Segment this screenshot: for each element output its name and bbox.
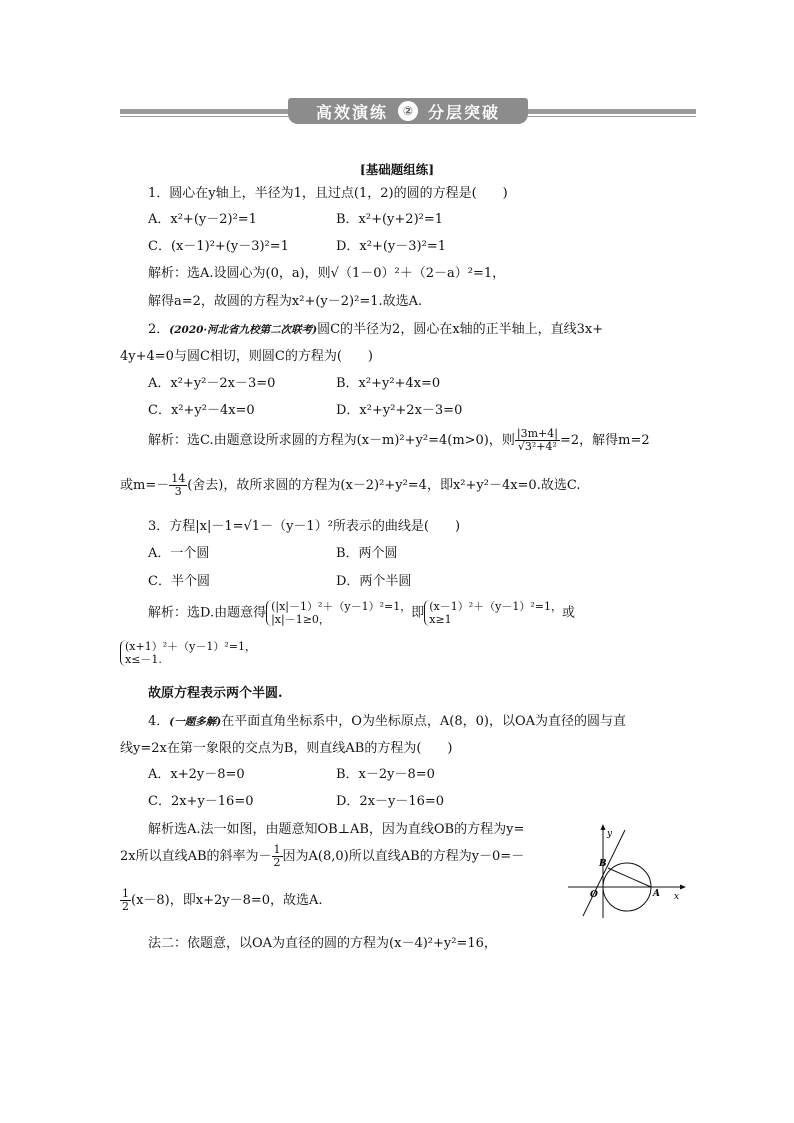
q3-mid: 即 (411, 605, 425, 621)
q3-system-3 (120, 640, 256, 666)
q3-system-2 (424, 600, 562, 626)
q4-sol2-frac-num: 1 (273, 843, 281, 856)
q4-option-b: B．x－2y－8=0 (336, 767, 435, 782)
banner-box (288, 98, 528, 124)
banner-emblem-icon: ② (398, 101, 418, 121)
q2-sol1-frac-num: |3m+4| (516, 427, 558, 440)
q4-option-a: A．x+2y－8=0 (148, 767, 245, 782)
q1-solution-line2: 解得a=2，故圆的方程为x²+(y－2)²=1.故选A. (148, 294, 423, 309)
figure-label-a: A (653, 889, 660, 899)
q1-option-c: C．(x－1)²+(y－3)²=1 (148, 239, 289, 254)
q2-solution-line2 (120, 473, 580, 498)
q1-stem: 1．圆心在y轴上，半径为1，且过点(1，2)的圆的方程是( ) (148, 186, 508, 201)
q4-sol2-post: 因为A(8,0)所以直线AB的方程为y－0=－ (282, 849, 525, 864)
q4-option-c: C．2x+y－16=0 (148, 794, 254, 809)
q2-sol2-frac-num: 14 (171, 472, 186, 485)
q4-stem: 4．(一题多解)在平面直角坐标系中，O为坐标原点，A(8，0)，以OA为直径的圆与直 (148, 714, 626, 729)
q3-sol-pre: 解析：选D.由题意得 (148, 605, 267, 621)
section-title: [基础题组练] (359, 162, 435, 177)
q2-sol2-pre: 或m=－ (120, 478, 170, 493)
q2-solution-line1 (148, 428, 650, 453)
banner-right-text: 分层突破 (428, 102, 501, 122)
q2-source: (2020·河北省九校第二次联考) (169, 324, 318, 336)
q4-figure (568, 820, 688, 920)
section-banner (120, 98, 696, 124)
q4-solution-line2 (120, 844, 524, 869)
q3-solution-line1 (148, 600, 575, 626)
q2-stem-text: 圆C的半径为2，圆心在x轴的正半轴上，直线3x+ (317, 322, 604, 337)
q4-sol2-pre: 2x所以直线AB的斜率为－ (120, 849, 272, 864)
q3-option-d: D．两个半圆 (336, 574, 412, 589)
q2-option-d: D．x²+y²+2x－3=0 (336, 403, 463, 418)
q2-sol1-fraction (515, 428, 560, 453)
q3-sys3-eq1: (x+1）²＋（y－1）²=1， (125, 640, 256, 653)
q2-option-c: C．x²+y²－4x=0 (148, 403, 255, 418)
q3-sys2-eq2: x≥1 (429, 613, 452, 626)
q2-sol1-post: =2，解得m=2 (559, 433, 650, 448)
q2-option-b: B．x²+y²+4x=0 (336, 376, 441, 391)
q2-stem-line2: 4y+4=0与圆C相切，则圆C的方程为( ) (120, 349, 373, 364)
q4-sol3-frac-den: 2 (122, 900, 129, 913)
q2-option-a: A．x²+y²－2x－3=0 (148, 376, 276, 391)
q3-conclusion: 故原方程表示两个半圆. (148, 686, 283, 701)
q3-option-a: A．一个圆 (148, 546, 210, 561)
q4-stem-line2: 线y=2x在第一象限的交点为B，则直线AB的方程为( ) (120, 741, 453, 756)
q4-stem-text: 在平面直角坐标系中，O为坐标原点，A(8，0)，以OA为直径的圆与直 (221, 714, 626, 729)
q4-sol2-frac-den: 2 (273, 856, 281, 869)
q4-solution-line3 (120, 888, 323, 913)
q3-or: 或 (562, 605, 576, 621)
q3-sys2-eq1: (x－1）²＋（y－1）²=1， (429, 600, 563, 613)
q4-sol3-fraction (120, 888, 131, 913)
q3-sys3-eq2: x≤－1. (125, 653, 162, 666)
q2-sol2-frac-den: 3 (174, 485, 182, 498)
q4-sol2-fraction (272, 844, 283, 869)
q2-stem: 2．(2020·河北省九校第二次联考)圆C的半径为2，圆心在x轴的正半轴上，直线3x+ (148, 322, 604, 337)
banner-left-text: 高效演练 (315, 102, 388, 122)
q4-sol3-post: (x－8)，即x+2y－8=0，故选A. (131, 893, 323, 908)
q3-sys1-eq1: (|x|－1）²＋（y－1）²=1， (271, 600, 412, 613)
q4-sol3-frac-num: 1 (122, 887, 129, 900)
q1-solution-line1: 解析：选A.设圆心为(0，a)，则√（1－0）²＋（2－a）²=1， (148, 266, 506, 281)
q3-stem: 3．方程|x|－1=√1－（y－1）²所表示的曲线是( ) (148, 519, 461, 534)
q2-sol1-frac-den: √3²+4² (517, 440, 557, 453)
q3-sys1-eq2: |x|－1≥0， (271, 613, 330, 626)
q4-solution-line1: 解析选A.法一如图，由题意知OB⊥AB，因为直线OB的方程为y= (148, 822, 525, 837)
figure-label-b: B (599, 859, 607, 869)
q4-source: (一题多解) (169, 716, 222, 728)
figure-x-arrow-icon (680, 885, 686, 890)
q1-option-b: B．x²+(y+2)²=1 (336, 212, 444, 227)
q2-sol2-fraction (169, 473, 187, 498)
q3-system-1 (266, 600, 411, 626)
q1-option-a: A．x²+(y－2)²=1 (148, 212, 257, 227)
q3-option-b: B．两个圆 (336, 546, 398, 561)
q2-sol1-pre: 解析：选C.由题意设所求圆的方程为(x－m)²+y²=4(m>0)，则 (148, 433, 515, 448)
q4-option-d: D．2x－y－16=0 (336, 794, 445, 809)
q3-option-c: C．半个圆 (148, 574, 210, 589)
figure-y-arrow-icon (601, 824, 606, 830)
figure-label-x: x (674, 892, 680, 902)
q1-option-d: D．x²+(y－3)²=1 (336, 239, 446, 254)
figure-label-y: y (607, 829, 613, 839)
q3-solution-line2 (120, 640, 256, 666)
q2-sol2-post: (舍去)，故所求圆的方程为(x－2)²+y²=4，即x²+y²－4x=0.故选C. (187, 478, 581, 493)
q4-method2: 法二：依题意，以OA为直径的圆的方程为(x－4)²+y²=16， (148, 936, 497, 951)
figure-label-o: O (590, 890, 598, 900)
